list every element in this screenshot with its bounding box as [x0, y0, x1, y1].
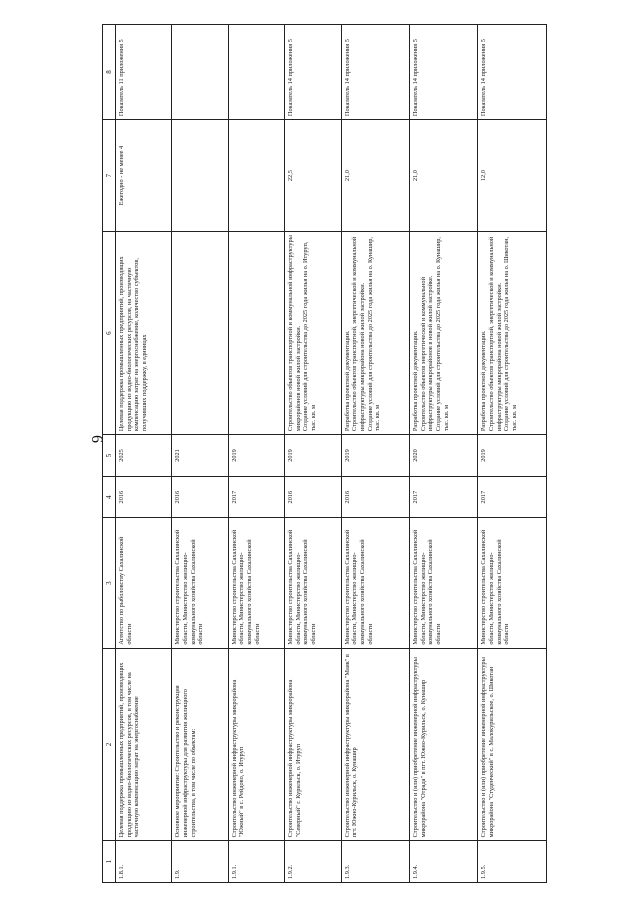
end-year-cell: 2021 — [172, 435, 228, 477]
column-numbers-row — [103, 25, 116, 883]
column-number: 8 — [103, 25, 116, 120]
column-number: 6 — [103, 232, 116, 435]
start-year-cell: 2016 — [285, 476, 341, 518]
table-row — [409, 25, 477, 883]
result-line: Создание условий для строительства до 2025 года жилья на о. Шикотан, тыс. кв. м — [503, 236, 519, 432]
target-value-cell — [228, 120, 284, 232]
event-name-cell: Целевая поддержка промышленных предприятий, производящих продукцию из водно-биологических ресурсов, в том числе на частичную компенсацию затрат на энергоснабжение — [116, 648, 172, 841]
result-line: Разработка проектной документации. — [411, 330, 419, 432]
event-name-cell: Строительство и (или) приобретение инженерной инфраструктуры микрорайона "Студенческий" в с. Малокурильское, о. Шикотан — [478, 648, 547, 841]
row-number-cell: 1.9.2. — [285, 841, 341, 883]
end-year-cell: 2019 — [478, 435, 547, 477]
row-number-cell: 1.9. — [172, 841, 228, 883]
result-line: Строительство объектов транспортной и коммунальной инфраструктуры микрорайонов новой жилой застройки. — [287, 235, 302, 432]
target-value-cell: 12,0 — [478, 120, 547, 232]
target-value-cell: Ежегодно - не менее 4 — [116, 120, 172, 232]
target-value-cell: 22,5 — [285, 120, 341, 232]
end-year-cell: 2019 — [285, 435, 341, 477]
result-cell — [478, 232, 547, 435]
result-line: Строительство объектов транспортной, энергетической и коммунальной инфраструктуры микрорайона новой жилой застройки. — [351, 236, 366, 432]
result-line: Разработка проектной документации. — [343, 330, 351, 432]
executor-cell: Министерство строительства Сахалинской области, Министерство жилищно-коммунального хозяйства Сахалинской области — [285, 518, 341, 648]
end-year-cell: 2019 — [228, 435, 284, 477]
result-line: Строительство объектов транспортной, энергетической и коммунальной инфраструктуры микрорайона новой жилой застройки. — [488, 236, 503, 432]
indicator-link-cell — [172, 25, 228, 120]
target-value-cell — [172, 120, 228, 232]
result-cell — [116, 232, 172, 435]
end-year-cell: 2019 — [341, 435, 409, 477]
row-number-cell: 1.9.5. — [478, 841, 547, 883]
start-year-cell: 2017 — [409, 476, 477, 518]
executor-cell: Министерство строительства Сахалинской области, Министерство жилищно-коммунального хозяйства Сахалинской области — [172, 518, 228, 648]
indicator-link-cell: Показатель 14 приложения 5 — [409, 25, 477, 120]
table-row — [341, 25, 409, 883]
start-year-cell: 2017 — [478, 476, 547, 518]
column-number: 3 — [103, 518, 116, 648]
target-value-cell: 21,0 — [409, 120, 477, 232]
result-line: Разработка проектной документации. — [480, 330, 488, 432]
executor-cell: Агентство по рыболовству Сахалинской области — [116, 518, 172, 648]
page-number: 6 — [88, 435, 105, 443]
indicator-link-cell — [228, 25, 284, 120]
end-year-cell: 2025 — [116, 435, 172, 477]
executor-cell: Министерство строительства Сахалинской области, Министерство жилищно-коммунального хозяйства Сахалинской области — [409, 518, 477, 648]
table-row — [172, 25, 228, 883]
column-number: 7 — [103, 120, 116, 232]
event-name-cell: Основное мероприятие: Строительство и реконструкция инженерной инфраструктуры для развития жилищного строительства, в том числе по объектам: — [172, 648, 228, 841]
column-number: 1 — [103, 841, 116, 883]
result-cell — [228, 232, 284, 435]
start-year-cell: 2016 — [341, 476, 409, 518]
row-number-cell: 1.9.3. — [341, 841, 409, 883]
rotated-table-sheet — [102, 24, 547, 883]
row-number-cell: 1.9.1. — [228, 841, 284, 883]
executor-cell: Министерство строительства Сахалинской области, Министерство жилищно-коммунального хозяйства Сахалинской области — [228, 518, 284, 648]
event-name-cell: Строительство инженерной инфраструктуры микрорайона "Маяк" в пгт. Южно-Курильск, о. Кунашир — [341, 648, 409, 841]
executor-cell: Министерство строительства Сахалинской области, Министерство жилищно-коммунального хозяйства Сахалинской области — [341, 518, 409, 648]
indicator-link-cell: Показатель 11 приложения 5 — [116, 25, 172, 120]
event-name-cell: Строительство и (или) приобретение инженерной инфраструктуры микрорайона "Отрада" в пгт. Южно-Курильск, о. Кунашир — [409, 648, 477, 841]
program-measures-table — [102, 24, 547, 883]
result-line: Строительство объектов энергетической и коммунальной инфраструктуры микрорайонов в новой жилой застройке. — [419, 275, 435, 432]
executor-cell: Министерство строительства Сахалинской области, Министерство жилищно-коммунального хозяйства Сахалинской области — [478, 518, 547, 648]
result-line: Создание условий для строительства до 2025 года жилья на о. Кунашир, тыс. кв. м — [366, 237, 382, 432]
result-line: Создание условий для строительства до 2025 года жилья на о. Кунашир, тыс. кв. м — [435, 237, 450, 432]
indicator-link-cell: Показатель 14 приложения 5 — [341, 25, 409, 120]
row-number-cell: 1.9.4. — [409, 841, 477, 883]
row-number-cell: 1.8.1. — [116, 841, 172, 883]
end-year-cell: 2020 — [409, 435, 477, 477]
start-year-cell: 2016 — [172, 476, 228, 518]
target-value-cell: 21,0 — [341, 120, 409, 232]
table-row — [116, 25, 172, 883]
table-row — [285, 25, 341, 883]
result-cell — [285, 232, 341, 435]
result-cell — [341, 232, 409, 435]
column-number: 2 — [103, 648, 116, 841]
table-row — [478, 25, 547, 883]
start-year-cell: 2017 — [228, 476, 284, 518]
indicator-link-cell: Показатель 14 приложения 5 — [285, 25, 341, 120]
table-row — [228, 25, 284, 883]
result-cell — [172, 232, 228, 435]
indicator-link-cell: Показатель 14 приложения 5 — [478, 25, 547, 120]
event-name-cell: Строительство инженерной инфраструктуры микрорайона "Северный" г. Курильск, о. Итуруп — [285, 648, 341, 841]
column-number: 5 — [103, 435, 116, 477]
start-year-cell: 2016 — [116, 476, 172, 518]
result-cell — [409, 232, 477, 435]
result-line: Целевая поддержка промышленных предприятий, производящих продукцию из водно-биологических ресурсов, на частичную компенсацию затрат на энергоснабжение, количество субъектов, получивших поддержку, в единицах — [118, 256, 149, 432]
result-line: Создание условий для строительства до 2025 года жилья на о. Итуруп, тыс. кв. м — [302, 241, 318, 432]
column-number: 4 — [103, 476, 116, 518]
event-name-cell: Строительство инженерной инфраструктуры микрорайона "Южный" в с. Рейдово, о. Итуруп — [228, 648, 284, 841]
